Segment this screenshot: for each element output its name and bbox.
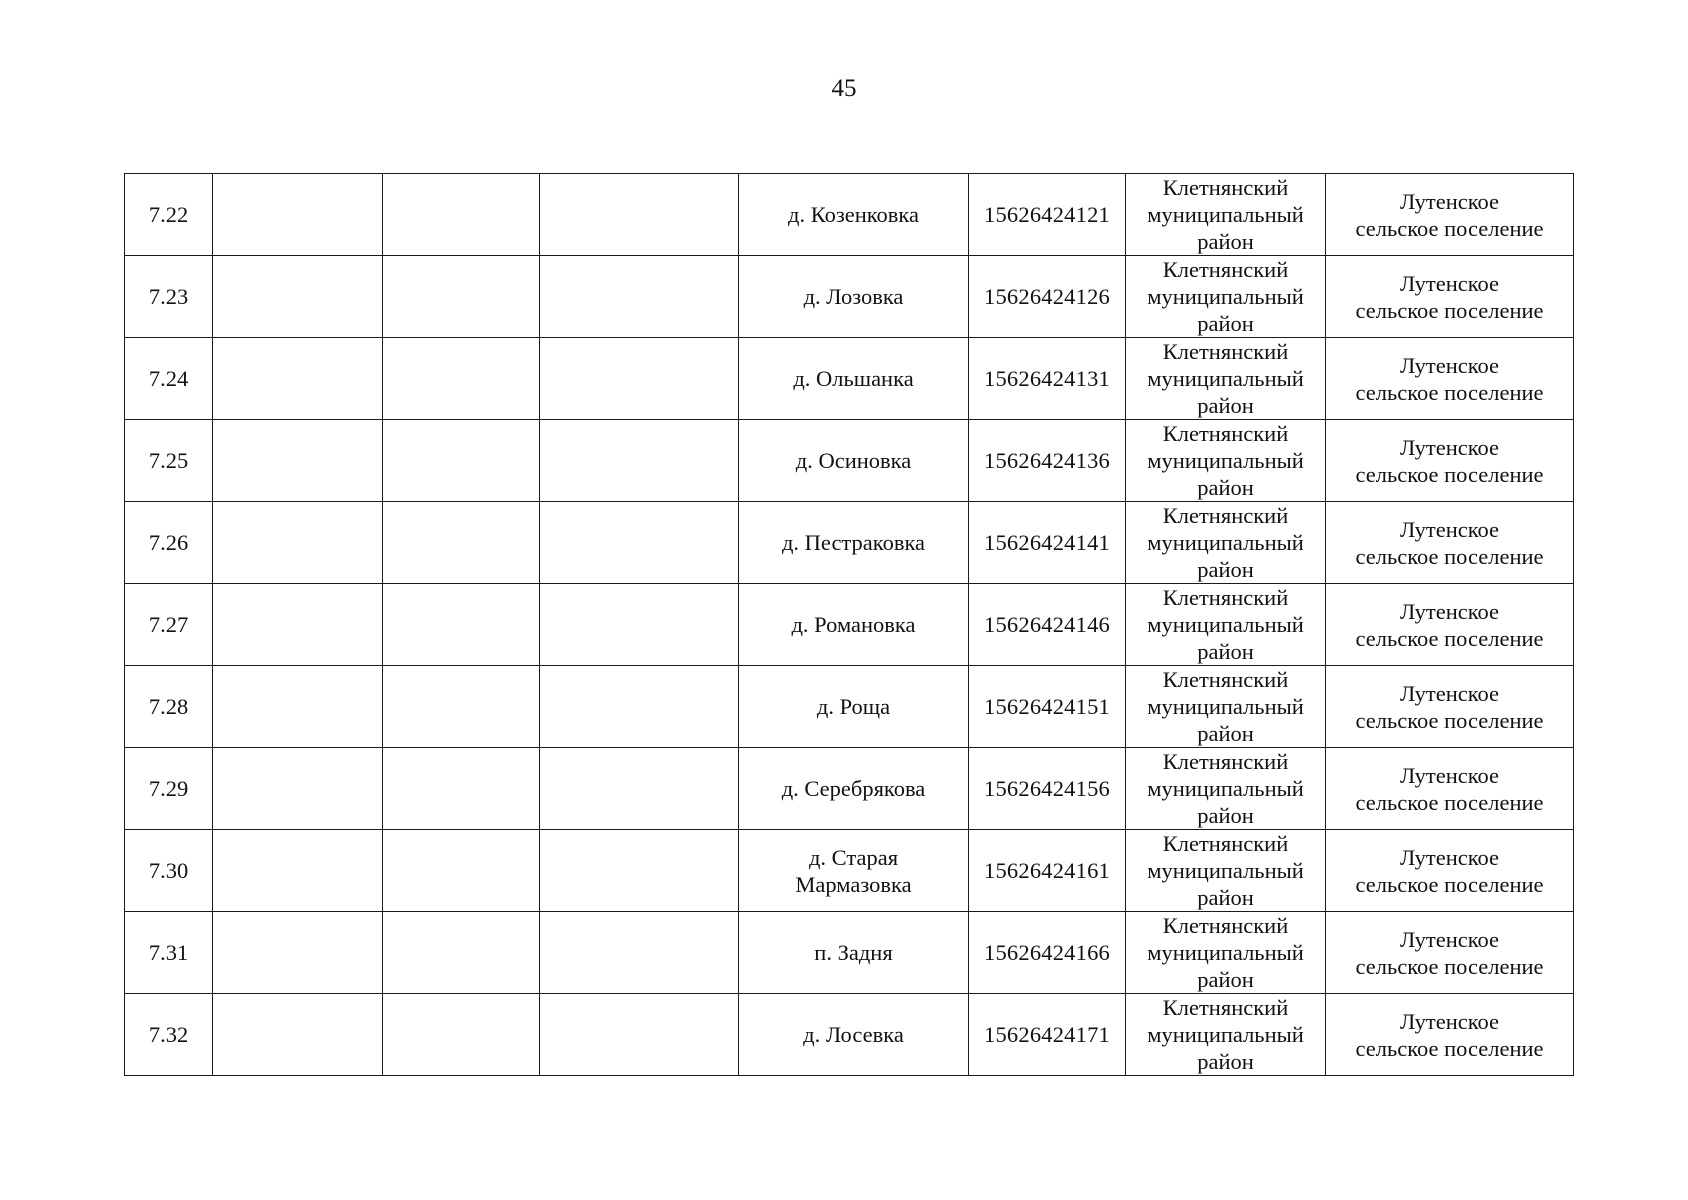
rural-settlement-line: Лутенское <box>1399 516 1500 542</box>
empty-cell <box>383 912 540 994</box>
table-row <box>125 338 1574 420</box>
settlement-name-line: д. Лосевка <box>803 1022 904 1047</box>
district-cell <box>1126 748 1326 830</box>
empty-cell <box>213 584 383 666</box>
table-row <box>125 994 1574 1076</box>
district-line: муниципальный <box>1147 366 1304 391</box>
row-number-cell: 7.31 <box>125 912 213 994</box>
district-cell <box>1126 584 1326 666</box>
settlement-name-line: д. Пестраковка <box>781 530 926 555</box>
row-number-cell: 7.27 <box>125 584 213 666</box>
district-cell <box>1126 420 1326 502</box>
district-line: муниципальный <box>1147 284 1304 309</box>
row-number-cell: 7.26 <box>125 502 213 584</box>
district-line: муниципальный <box>1147 694 1304 719</box>
oktmo-code-cell: 15626424151 <box>969 666 1126 748</box>
settlement-name-line: Мармазовка <box>795 871 912 897</box>
empty-cell <box>213 830 383 912</box>
settlement-name-cell <box>739 174 969 256</box>
district-line: район <box>1197 1049 1254 1074</box>
rural-settlement-line: сельское поселение <box>1355 707 1544 733</box>
district-line: район <box>1197 967 1254 992</box>
oktmo-code-cell: 15626424141 <box>969 502 1126 584</box>
district-line: Клетнянский <box>1162 913 1289 938</box>
rural-settlement-line: Лутенское <box>1399 762 1500 788</box>
table-body <box>125 174 1574 1076</box>
settlement-name-line: п. Задня <box>814 940 893 965</box>
district-cell <box>1126 666 1326 748</box>
settlement-name-line: д. Осиновка <box>795 448 912 473</box>
district-line: муниципальный <box>1147 612 1304 637</box>
rural-settlement-line: сельское поселение <box>1355 215 1544 241</box>
district-cell <box>1126 256 1326 338</box>
rural-settlement-line: сельское поселение <box>1355 379 1544 405</box>
rural-settlement-cell <box>1326 338 1574 420</box>
row-number-cell: 7.30 <box>125 830 213 912</box>
rural-settlement-cell <box>1326 748 1574 830</box>
district-line: муниципальный <box>1147 858 1304 883</box>
settlement-name-cell <box>739 748 969 830</box>
rural-settlement-line: сельское поселение <box>1355 1035 1544 1061</box>
row-number-cell: 7.29 <box>125 748 213 830</box>
district-line: Клетнянский <box>1162 339 1289 364</box>
empty-cell <box>383 666 540 748</box>
rural-settlement-cell <box>1326 666 1574 748</box>
district-line: Клетнянский <box>1162 995 1289 1020</box>
rural-settlement-cell <box>1326 502 1574 584</box>
row-number-cell: 7.32 <box>125 994 213 1076</box>
row-number-cell: 7.28 <box>125 666 213 748</box>
empty-cell <box>383 748 540 830</box>
row-number-cell: 7.23 <box>125 256 213 338</box>
empty-cell <box>540 830 739 912</box>
oktmo-code-cell: 15626424166 <box>969 912 1126 994</box>
district-line: район <box>1197 639 1254 664</box>
settlement-name-line: д. Серебрякова <box>781 776 926 801</box>
settlement-name-cell <box>739 912 969 994</box>
table-row <box>125 502 1574 584</box>
district-line: Клетнянский <box>1162 175 1289 200</box>
empty-cell <box>383 830 540 912</box>
rural-settlement-cell <box>1326 830 1574 912</box>
district-line: муниципальный <box>1147 202 1304 227</box>
empty-cell <box>213 912 383 994</box>
rural-settlement-line: Лутенское <box>1399 680 1500 706</box>
table-row <box>125 174 1574 256</box>
settlement-name-cell <box>739 584 969 666</box>
table-row <box>125 666 1574 748</box>
district-line: Клетнянский <box>1162 585 1289 610</box>
settlement-name-line: д. Старая <box>808 844 899 870</box>
rural-settlement-line: сельское поселение <box>1355 953 1544 979</box>
rural-settlement-line: Лутенское <box>1399 1008 1500 1034</box>
table-row <box>125 912 1574 994</box>
empty-cell <box>540 174 739 256</box>
empty-cell <box>213 174 383 256</box>
empty-cell <box>540 748 739 830</box>
empty-cell <box>213 994 383 1076</box>
district-line: муниципальный <box>1147 530 1304 555</box>
empty-cell <box>383 174 540 256</box>
empty-cell <box>213 502 383 584</box>
table-row <box>125 420 1574 502</box>
rural-settlement-line: сельское поселение <box>1355 297 1544 323</box>
rural-settlement-line: Лутенское <box>1399 844 1500 870</box>
rural-settlement-line: Лутенское <box>1399 598 1500 624</box>
rural-settlement-cell <box>1326 994 1574 1076</box>
settlement-name-cell <box>739 338 969 420</box>
district-cell <box>1126 338 1326 420</box>
empty-cell <box>540 666 739 748</box>
rural-settlement-cell <box>1326 256 1574 338</box>
rural-settlement-line: сельское поселение <box>1355 871 1544 897</box>
district-line: муниципальный <box>1147 1022 1304 1047</box>
district-line: район <box>1197 311 1254 336</box>
rural-settlement-line: сельское поселение <box>1355 543 1544 569</box>
table-row <box>125 256 1574 338</box>
empty-cell <box>213 748 383 830</box>
oktmo-code-cell: 15626424156 <box>969 748 1126 830</box>
district-line: район <box>1197 393 1254 418</box>
rural-settlement-line: сельское поселение <box>1355 789 1544 815</box>
district-line: Клетнянский <box>1162 667 1289 692</box>
settlement-name-cell <box>739 994 969 1076</box>
rural-settlement-cell <box>1326 584 1574 666</box>
rural-settlement-line: Лутенское <box>1399 352 1500 378</box>
rural-settlement-cell <box>1326 912 1574 994</box>
empty-cell <box>383 256 540 338</box>
settlements-table <box>124 173 1574 1076</box>
rural-settlement-line: сельское поселение <box>1355 625 1544 651</box>
district-line: район <box>1197 475 1254 500</box>
settlement-name-line: д. Козенковка <box>788 202 919 227</box>
settlement-name-line: д. Роща <box>816 694 891 719</box>
rural-settlement-line: Лутенское <box>1399 270 1500 296</box>
row-number-cell: 7.24 <box>125 338 213 420</box>
settlement-name-line: д. Лозовка <box>803 284 904 309</box>
settlement-name-cell <box>739 420 969 502</box>
district-line: район <box>1197 885 1254 910</box>
rural-settlement-line: Лутенское <box>1399 188 1500 214</box>
district-line: муниципальный <box>1147 776 1304 801</box>
rural-settlement-line: сельское поселение <box>1355 461 1544 487</box>
oktmo-code-cell: 15626424131 <box>969 338 1126 420</box>
oktmo-code-cell: 15626424146 <box>969 584 1126 666</box>
empty-cell <box>540 502 739 584</box>
empty-cell <box>540 584 739 666</box>
empty-cell <box>383 584 540 666</box>
row-number-cell: 7.25 <box>125 420 213 502</box>
rural-settlement-cell <box>1326 420 1574 502</box>
district-line: район <box>1197 557 1254 582</box>
table-row <box>125 748 1574 830</box>
district-cell <box>1126 994 1326 1076</box>
empty-cell <box>540 256 739 338</box>
empty-cell <box>540 994 739 1076</box>
empty-cell <box>213 420 383 502</box>
district-line: район <box>1197 229 1254 254</box>
settlement-name-cell <box>739 502 969 584</box>
empty-cell <box>213 256 383 338</box>
oktmo-code-cell: 15626424121 <box>969 174 1126 256</box>
empty-cell <box>540 420 739 502</box>
district-line: муниципальный <box>1147 940 1304 965</box>
row-number-cell: 7.22 <box>125 174 213 256</box>
settlement-name-cell <box>739 666 969 748</box>
empty-cell <box>540 338 739 420</box>
empty-cell <box>383 338 540 420</box>
district-cell <box>1126 502 1326 584</box>
rural-settlement-line: Лутенское <box>1399 434 1500 460</box>
district-line: Клетнянский <box>1162 503 1289 528</box>
settlement-name-line: д. Романовка <box>791 612 916 637</box>
oktmo-code-cell: 15626424126 <box>969 256 1126 338</box>
empty-cell <box>383 994 540 1076</box>
empty-cell <box>383 502 540 584</box>
empty-cell <box>540 912 739 994</box>
district-line: район <box>1197 721 1254 746</box>
table-row <box>125 584 1574 666</box>
page-number: 45 <box>831 75 857 102</box>
oktmo-code-cell: 15626424136 <box>969 420 1126 502</box>
district-cell <box>1126 912 1326 994</box>
district-line: Клетнянский <box>1162 421 1289 446</box>
settlement-name-line: д. Ольшанка <box>793 366 914 391</box>
settlement-name-cell <box>739 256 969 338</box>
district-cell <box>1126 174 1326 256</box>
district-line: Клетнянский <box>1162 257 1289 282</box>
district-line: Клетнянский <box>1162 831 1289 856</box>
district-line: муниципальный <box>1147 448 1304 473</box>
empty-cell <box>213 666 383 748</box>
table-row <box>125 830 1574 912</box>
settlement-name-cell <box>739 830 969 912</box>
district-cell <box>1126 830 1326 912</box>
empty-cell <box>383 420 540 502</box>
oktmo-code-cell: 15626424161 <box>969 830 1126 912</box>
oktmo-code-cell: 15626424171 <box>969 994 1126 1076</box>
empty-cell <box>213 338 383 420</box>
rural-settlement-line: Лутенское <box>1399 926 1500 952</box>
district-line: район <box>1197 803 1254 828</box>
rural-settlement-cell <box>1326 174 1574 256</box>
district-line: Клетнянский <box>1162 749 1289 774</box>
